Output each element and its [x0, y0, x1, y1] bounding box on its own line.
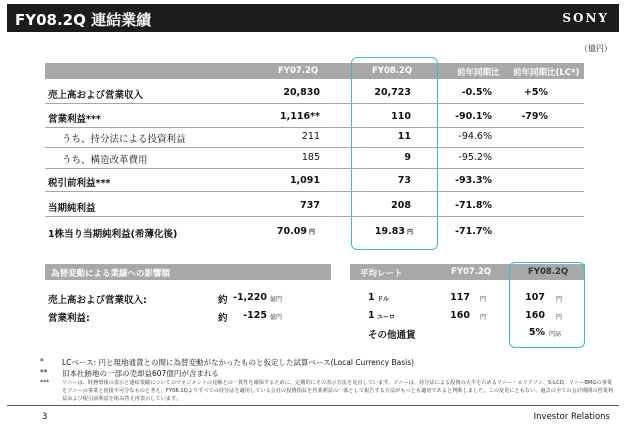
slide-title: FY08.2Q 連結業績 [15, 11, 152, 29]
fx-row-unit: 億円 [270, 314, 283, 321]
col-header-yoy-lc: 前年同期比(LC*) [513, 68, 580, 78]
cell-value: 19.83 [374, 226, 405, 237]
rate-currency-num: 1 [368, 310, 375, 321]
note-mark: * [40, 357, 44, 366]
row-label: 1株当り当期純利益(希薄化後) [48, 229, 178, 240]
cell-yoy: -0.5% [461, 87, 492, 98]
row-divider [45, 168, 584, 169]
rate-currency-name: ドル [377, 296, 390, 303]
cell-fy08 [333, 226, 413, 237]
cell-value: 208 [391, 200, 411, 211]
row-divider [45, 191, 584, 192]
rate-fy08-unit: 円 [556, 296, 563, 303]
cell-unit: 円 [308, 229, 315, 236]
rates-col-avg-rate: 平均レート [360, 269, 403, 279]
note-text: LCベース: 円と現地通貨との間に為替変動がなかったものと仮定した試算ベース(Local Currency Basis) [62, 358, 415, 367]
footer-divider [7, 405, 619, 406]
note-text: 旧本社跡地の一部の売却益607億円が含まれる [62, 369, 219, 378]
cell-value: 110 [391, 111, 411, 122]
cell-fy07 [240, 87, 320, 98]
fx-row-label: 売上高および営業収入: [48, 295, 147, 306]
cell-value: 11 [397, 131, 411, 142]
row-label: 当期純利益 [48, 203, 96, 214]
row-divider [45, 216, 584, 217]
row-divider [45, 127, 584, 128]
cell-yoy: -95.2% [458, 152, 492, 163]
col-header-yoy: 前年同期比 [457, 68, 500, 78]
slide-header [7, 4, 619, 32]
rates-col-fy07: FY07.2Q [451, 267, 492, 277]
cell-fy07 [235, 226, 315, 237]
cell-yoy-lc: -79% [521, 111, 548, 122]
note-text: ソニーは、財務情報の表示と連結業績についてのマネジメントの見解との一貫性を確保するために、定期的にその表示方法を見直しています。ソニーは、持分法による投資の大半を占めるソニー・エリクソン、S-LCD、ソニーBMGの事業をソニーの事業と密接不可分なものと考え、FY08.1Qよりすべての持分法を適用している会社の投資損益を営業利益の一部として報告する方法がもっとも適切であると判断しました。この変更にともない、過去の全ての会計期間の営業利益および税引前利益を組み替え再表示しています。 [62, 380, 614, 402]
cell-fy08 [331, 152, 411, 163]
rate-fy07: 160 [450, 310, 470, 321]
cell-value: 9 [404, 152, 411, 163]
rates-col-fy08: FY08.2Q [528, 267, 569, 277]
note-mark: *** [40, 379, 49, 386]
row-label: うち、構造改革費用 [62, 155, 148, 166]
cell-fy08 [331, 200, 411, 211]
cell-yoy: -71.8% [455, 200, 492, 211]
cell-value: 185 [301, 152, 320, 163]
fx-row-value: -125 [243, 310, 267, 321]
cell-yoy-lc: +5% [523, 87, 548, 98]
row-label: 営業利益*** [48, 114, 101, 125]
cell-value: 20,723 [374, 87, 411, 98]
cell-yoy: -90.1% [455, 111, 492, 122]
cell-value: 20,830 [283, 87, 320, 98]
cell-fy08 [331, 175, 411, 186]
cell-value: 211 [301, 131, 320, 142]
cell-fy07 [240, 131, 320, 142]
cell-value: 1,116** [280, 111, 320, 122]
rate-fy08-unit: 円 [556, 314, 563, 321]
fx-row-value: -1,220 [233, 292, 267, 303]
cell-yoy: -71.7% [455, 226, 492, 237]
cell-unit: 円 [406, 229, 413, 236]
cell-yoy: -93.3% [455, 175, 492, 186]
cell-fy08 [331, 87, 411, 98]
cell-value: 1,091 [289, 175, 320, 186]
cell-yoy: -94.6% [458, 131, 492, 142]
rate-fy07-unit: 円 [480, 296, 487, 303]
footer-label: Investor Relations [533, 412, 610, 422]
col-header-fy07: FY07.2Q [278, 66, 319, 76]
rate-currency-name: ユーロ [377, 314, 396, 321]
rate-fy08: 160 [525, 310, 545, 321]
rate-fy08: 107 [525, 292, 545, 303]
cell-value: 73 [397, 175, 411, 186]
row-label: うち、持分法による投資利益 [62, 134, 186, 145]
cell-fy08 [331, 131, 411, 142]
rate-currency-name: その他通貨 [368, 330, 416, 341]
row-divider [45, 147, 584, 148]
cell-fy07 [240, 200, 320, 211]
fx-row-prefix: 約 [218, 295, 228, 306]
row-label: 税引前利益*** [48, 178, 111, 189]
rate-fy08: 5% [528, 327, 545, 338]
page-number: 3 [42, 412, 48, 422]
unit-label: （億円） [580, 44, 612, 53]
cell-fy08 [331, 111, 411, 122]
fx-impact-header-bar [45, 264, 331, 280]
rate-fy07: 117 [450, 292, 470, 303]
note-mark: ** [40, 368, 48, 377]
row-divider [45, 103, 584, 104]
cell-fy07 [240, 111, 320, 122]
col-header-fy08: FY08.2Q [372, 66, 413, 76]
fx-row-label: 営業利益: [48, 313, 90, 324]
rate-fy07-unit: 円 [480, 314, 487, 321]
cell-fy07 [240, 175, 320, 186]
cell-value: 737 [300, 200, 320, 211]
cell-fy07 [240, 152, 320, 163]
row-label: 売上高および営業収入 [48, 90, 144, 101]
fx-row-unit: 億円 [270, 296, 283, 303]
rate-fy08-unit: 円高 [549, 331, 562, 338]
rate-currency-num: 1 [368, 292, 375, 303]
fx-row-prefix: 約 [218, 313, 228, 324]
cell-value: 70.09 [276, 226, 307, 237]
fx-impact-title: 為替変動による業績への影響額 [51, 269, 171, 279]
sony-logo: SONY [562, 11, 609, 25]
